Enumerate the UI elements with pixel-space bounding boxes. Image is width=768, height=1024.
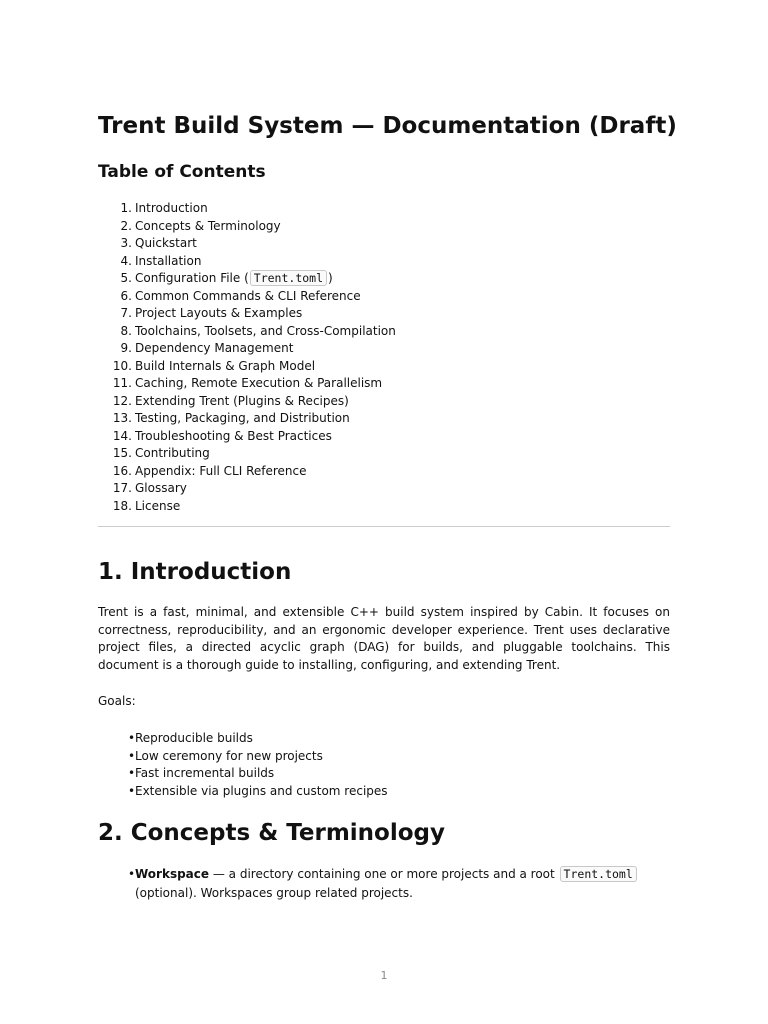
toc-item-number: 3. [120,236,132,250]
toc-item[interactable] [98,288,396,306]
toc-item[interactable] [98,235,396,253]
toc-item-label: Configuration File ( [135,271,249,285]
toc-item[interactable] [98,480,396,498]
bullet-icon: • [128,766,136,780]
goal-text: Reproducible builds [135,731,253,745]
concepts-heading: 2. Concepts & Terminology [98,820,445,846]
toc-item-number: 5. [120,271,132,285]
goals-label: Goals: [98,694,136,708]
inline-code: Trent.toml [560,866,637,882]
introduction-heading: 1. Introduction [98,559,292,585]
toc-item-number: 16. [112,463,132,478]
toc-item-label: Quickstart [135,236,197,250]
list-item [128,765,388,783]
toc-item-label: Extending Trent (Plugins & Recipes) [135,393,349,408]
bullet-icon: • [128,783,136,798]
toc-heading: Table of Contents [98,162,266,182]
toc-item-number: 14. [112,428,132,443]
toc-item[interactable] [98,393,396,411]
toc-item-number: 18. [112,498,132,513]
toc-item[interactable] [98,305,396,323]
toc-item-label: Common Commands & CLI Reference [135,288,361,303]
introduction-paragraph: Trent is a fast, minimal, and extensible C++ build system inspired by Cabin. It focuses on correctness, reproducibility, and an ergonomic developer experience. Trent uses declarative project files, a directed acyclic graph (DAG) for builds, and pluggable toolchains. This document is a thorough guide to installing, configuring, and extending Trent. [98,605,670,672]
concept-text-suffix: (optional). Workspaces group related projects. [135,886,413,900]
toc-item-number: 10. [112,358,132,373]
toc-item-number: 17. [112,481,132,495]
toc-item[interactable] [98,428,396,446]
toc-item-label: Dependency Management [135,341,294,355]
inline-code: Trent.toml [250,270,327,286]
toc-item-number: 2. [120,218,132,233]
concepts-list [128,865,670,903]
bullet-icon: • [128,748,136,763]
toc-item-label: Installation [135,253,202,268]
toc-item-number: 9. [120,341,132,355]
toc-item-label: Appendix: Full CLI Reference [135,463,307,478]
bullet-icon: • [128,867,136,881]
toc-item-number: 13. [112,411,132,425]
concept-term: Workspace [135,867,210,881]
toc-item[interactable] [98,410,396,428]
list-item [128,865,670,903]
toc-item-number: 12. [112,393,132,408]
toc-item-label: Testing, Packaging, and Distribution [135,411,350,425]
page-number: 1 [380,969,388,982]
table-of-contents [98,200,396,515]
document-title: Trent Build System — Documentation (Draft) [98,113,677,139]
toc-item-number: 6. [120,288,132,303]
toc-item[interactable] [98,218,396,236]
toc-item-number: 15. [112,446,132,460]
toc-item-label: Glossary [135,481,187,495]
toc-item-label: Troubleshooting & Best Practices [135,428,332,443]
concept-text: — a directory containing one or more projects and a root [209,867,559,881]
toc-item[interactable] [98,498,396,516]
goal-text: Low ceremony for new projects [135,748,323,763]
toc-item-label: Concepts & Terminology [135,218,281,233]
toc-item-number: 1. [120,201,132,215]
toc-item-number: 8. [120,323,132,338]
toc-item[interactable] [98,375,396,393]
toc-item-label: Introduction [135,201,208,215]
toc-item-label: License [135,498,181,513]
toc-item-label: Build Internals & Graph Model [135,358,316,373]
toc-item-number: 4. [120,253,132,268]
toc-item[interactable] [98,323,396,341]
toc-item-label: Caching, Remote Execution & Parallelism [135,376,383,390]
toc-item[interactable] [98,253,396,271]
list-item [128,748,388,766]
toc-item[interactable] [98,445,396,463]
toc-item-label: Contributing [135,446,210,460]
list-item [128,783,388,801]
section-divider [98,526,670,527]
toc-item[interactable] [98,270,396,288]
goal-text: Fast incremental builds [135,766,275,780]
toc-item[interactable] [98,358,396,376]
bullet-icon: • [128,731,136,745]
goal-text: Extensible via plugins and custom recipes [135,783,388,798]
toc-item[interactable] [98,340,396,358]
toc-item-number: 7. [120,306,132,320]
toc-item-label: Toolchains, Toolsets, and Cross-Compilation [135,323,396,338]
goals-list [128,730,388,800]
toc-item-label: Project Layouts & Examples [135,306,303,320]
list-item [128,730,388,748]
toc-item-label-suffix: ) [328,271,333,285]
toc-item[interactable] [98,200,396,218]
toc-item[interactable] [98,463,396,481]
toc-item-number: 11. [112,376,132,390]
